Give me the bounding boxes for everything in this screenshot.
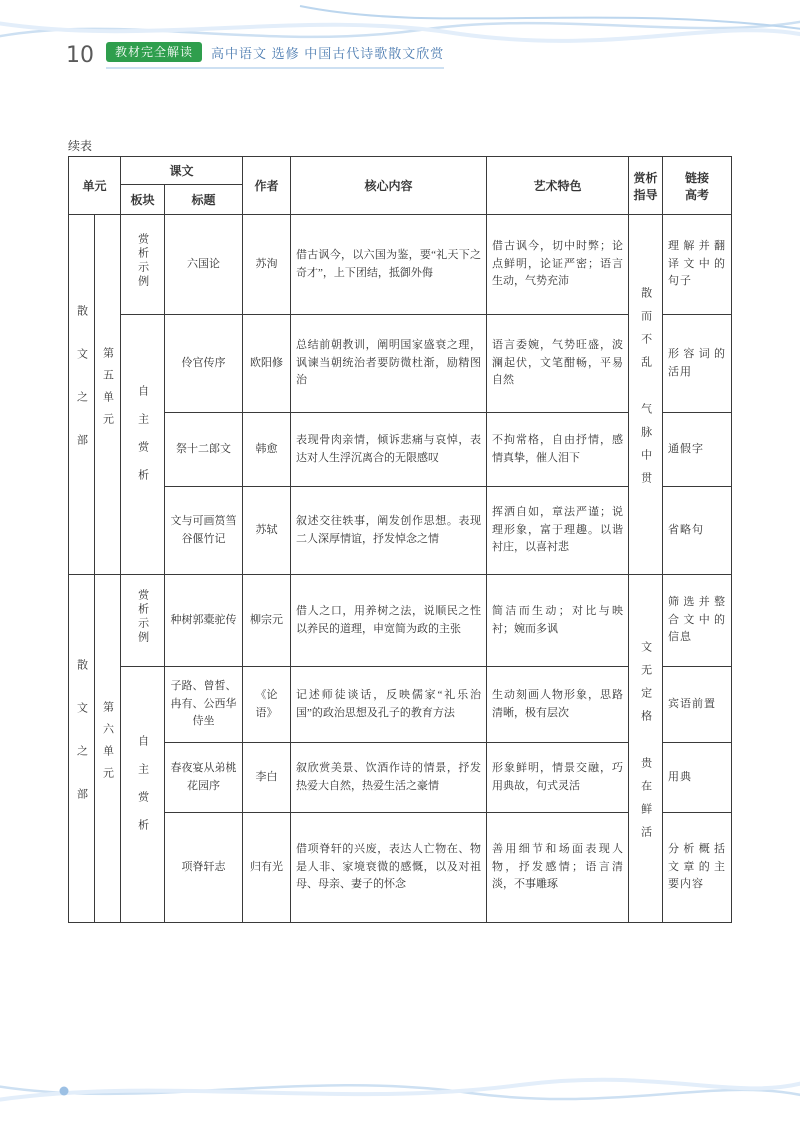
author-cell: 《论语》 [243, 667, 291, 743]
core-cell: 总结前朝教训，阐明国家盛衰之理，讽谏当朝统治者要防微杜渐，励精图治 [291, 315, 487, 413]
author-cell: 苏洵 [243, 215, 291, 315]
art-cell: 生动刻画人物形象，思路清晰，极有层次 [487, 667, 629, 743]
art-cell: 挥洒自如，章法严谨；说理形象，富于理趣。以谐衬庄，以喜衬悲 [487, 487, 629, 575]
title-cell: 祭十二郎文 [165, 413, 243, 487]
brand-badge: 教材完全解读 [106, 42, 202, 62]
page-number: 10 [66, 43, 94, 68]
gaokao-cell: 省略句 [663, 487, 732, 575]
core-cell: 叙欣赏美景、饮酒作诗的情景，抒发热爱大自然，热爱生活之豪情 [291, 743, 487, 813]
core-cell: 借古讽今，以六国为鉴，要“礼天下之奇才”，上下团结，抵御外侮 [291, 215, 487, 315]
header-art: 艺术特色 [487, 157, 629, 215]
unit-label: 第六单元 [95, 575, 121, 923]
content-table [68, 156, 732, 923]
author-cell: 韩愈 [243, 413, 291, 487]
block-label: 自主赏析 [121, 667, 165, 923]
header-author: 作者 [243, 157, 291, 215]
header-guide-label: 赏析指导 [633, 170, 658, 202]
gaokao-cell: 宾语前置 [663, 667, 732, 743]
title-cell: 伶官传序 [165, 315, 243, 413]
author-cell: 李白 [243, 743, 291, 813]
header-lesson: 课文 [121, 157, 243, 185]
book-subtitle: 高中语文 选修 中国古代诗歌散文欣赏 [211, 45, 445, 61]
page-header [66, 42, 444, 69]
core-cell: 表现骨肉亲情，倾诉悲痛与哀悼，表达对人生浮沉离合的无限感叹 [291, 413, 487, 487]
unit-label: 第五单元 [95, 215, 121, 575]
part-label: 散文之部 [69, 215, 95, 575]
art-cell: 简洁而生动；对比与映衬；婉而多讽 [487, 575, 629, 667]
bottom-wave-decoration [0, 1045, 800, 1125]
title-cell: 春夜宴从弟桃花园序 [165, 743, 243, 813]
core-cell: 借项脊轩的兴废，表达人亡物在、物是人非、家境衰微的感慨，以及对祖母、母亲、妻子的怀念 [291, 813, 487, 923]
block-label: 赏析示例 [121, 215, 165, 315]
core-cell: 借人之口，用养树之法，说顺民之性以养民的道理，申宽简为政的主张 [291, 575, 487, 667]
author-cell: 归有光 [243, 813, 291, 923]
header-core: 核心内容 [291, 157, 487, 215]
header-unit: 单元 [69, 157, 121, 215]
title-cell: 六国论 [165, 215, 243, 315]
title-cell: 文与可画筼筜谷偃竹记 [165, 487, 243, 575]
header-block: 板块 [121, 185, 165, 215]
header-guide [629, 157, 663, 215]
core-cell: 叙述交往轶事，阐发创作思想。表现二人深厚情谊，抒发悼念之情 [291, 487, 487, 575]
guide-cell: 散而不乱 气脉中贯 [629, 215, 663, 575]
core-cell: 记述师徒谈话，反映儒家“礼乐治国”的政治思想及孔子的教育方法 [291, 667, 487, 743]
block-label: 赏析示例 [121, 575, 165, 667]
title-cell: 子路、曾皙、冉有、公西华侍坐 [165, 667, 243, 743]
author-cell: 欧阳修 [243, 315, 291, 413]
title-cell: 种树郭橐驼传 [165, 575, 243, 667]
header-gaokao-label: 链接高考 [685, 170, 710, 202]
header-title: 标题 [165, 185, 243, 215]
gaokao-cell: 理解并翻译文中的句子 [663, 215, 732, 315]
gaokao-cell: 形容词的活用 [663, 315, 732, 413]
header-gaokao [663, 157, 732, 215]
title-cell: 项脊轩志 [165, 813, 243, 923]
author-cell: 柳宗元 [243, 575, 291, 667]
part-label: 散文之部 [69, 575, 95, 923]
gaokao-cell: 通假字 [663, 413, 732, 487]
gaokao-cell: 分析概括文章的主要内容 [663, 813, 732, 923]
art-cell: 不拘常格，自由抒情，感情真挚，催人泪下 [487, 413, 629, 487]
brand-strip [106, 42, 444, 69]
author-cell: 苏轼 [243, 487, 291, 575]
art-cell: 形象鲜明，情景交融，巧用典故，句式灵活 [487, 743, 629, 813]
block-label: 自主赏析 [121, 315, 165, 575]
gaokao-cell: 用典 [663, 743, 732, 813]
art-cell: 借古讽今，切中时弊；论点鲜明，论证严密；语言生动，气势充沛 [487, 215, 629, 315]
guide-cell: 文无定格 贵在鲜活 [629, 575, 663, 923]
table-continued-note: 续表 [68, 139, 93, 153]
art-cell: 善用细节和场面表现人物，抒发感情；语言清淡，不事雕琢 [487, 813, 629, 923]
art-cell: 语言委婉，气势旺盛，波澜起伏，文笔酣畅，平易自然 [487, 315, 629, 413]
gaokao-cell: 筛选并整合文中的信息 [663, 575, 732, 667]
